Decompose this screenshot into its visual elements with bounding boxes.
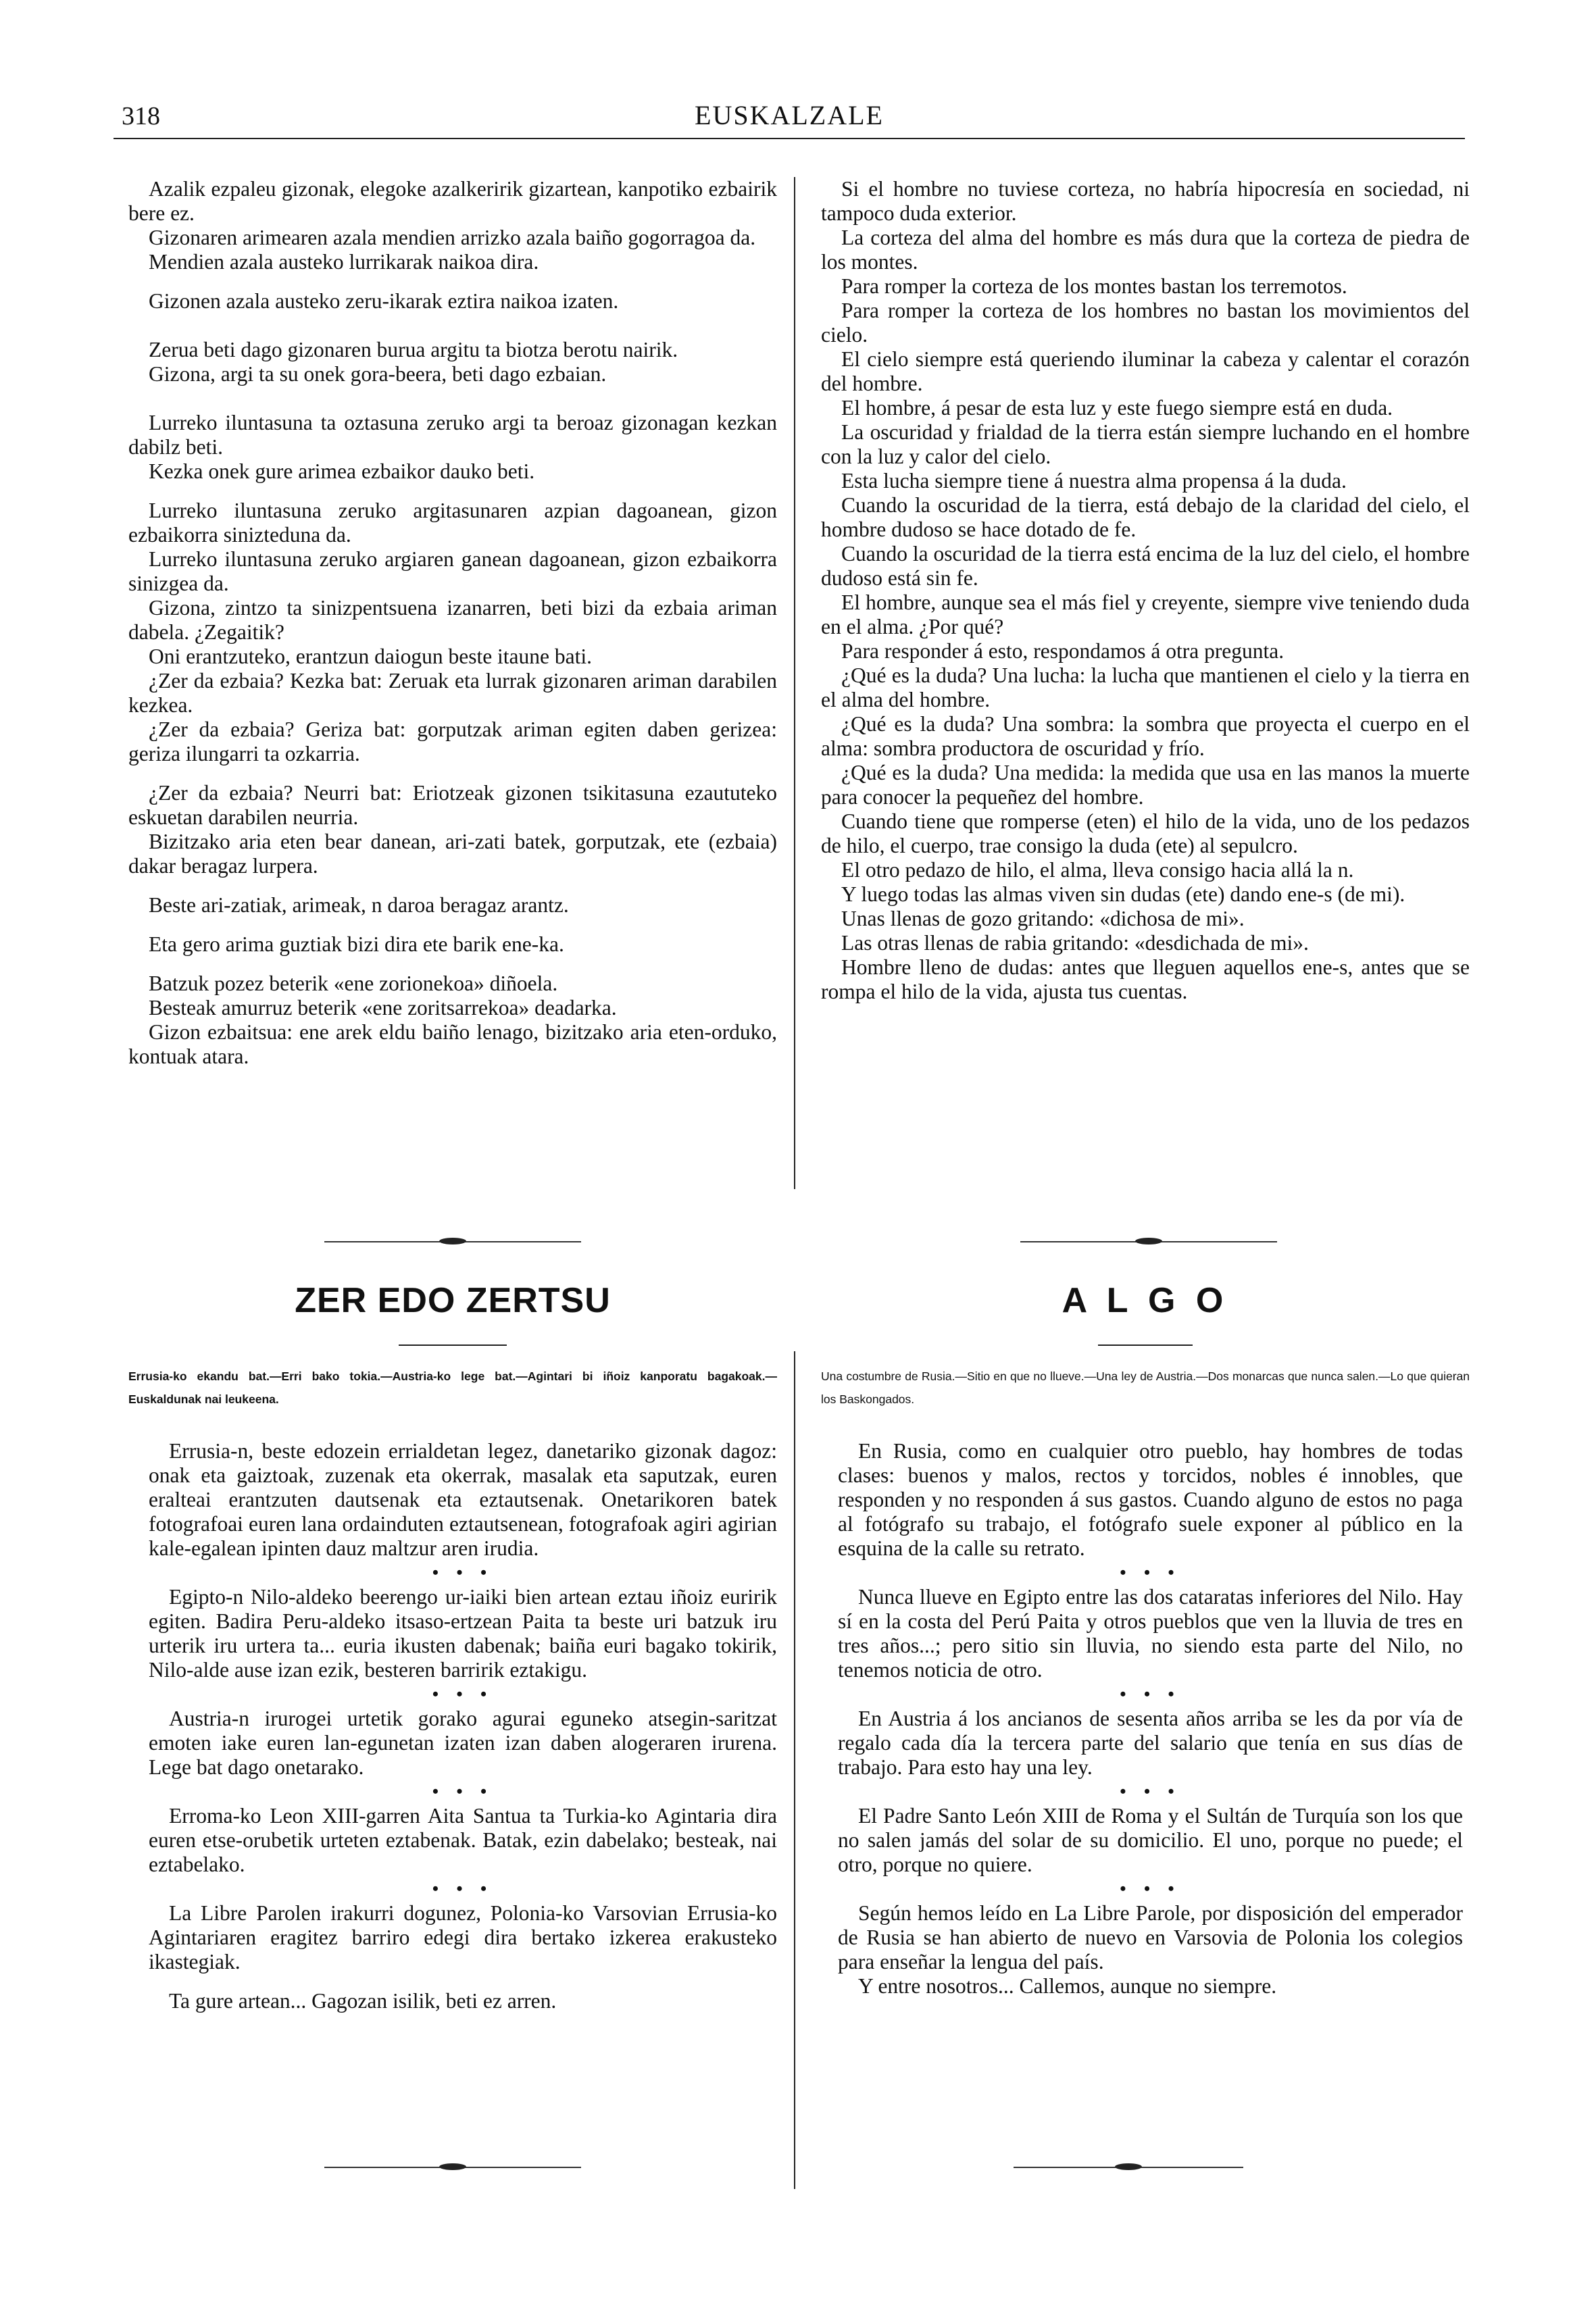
column-divider-top xyxy=(794,177,795,1189)
article-title-left: ZER EDO ZERTSU xyxy=(295,1281,611,1320)
paragraph: ¿Qué es la duda? Una sombra: la sombra que proyecta el cuerpo en el alma: sombra productora de oscuridad y frío. xyxy=(821,712,1470,760)
article-title-right: A L G O xyxy=(1062,1281,1229,1320)
paragraph: Según hemos leído en La Libre Parole, por disposición del emperador de Rusia se han abierto de nuevo en Varsovia de Polonia los colegios para enseñar la lengua del país. xyxy=(838,1901,1463,1973)
separator-dots: • • • xyxy=(432,1782,494,1801)
paragraph: La oscuridad y frialdad de la tierra están siempre luchando en el hombre con la luz y calor del cielo. xyxy=(821,420,1470,468)
article-summary-left: Errusia-ko ekandu bat.—Erri bako tokia.—Austria-ko lege bat.—Agintari bi iñoiz kanporatu bagakoak.—Euskaldunak nai leukeena. xyxy=(128,1369,777,1406)
paragraph: Azalik ezpaleu gizonak, elegoke azalkeririk gizartean, kanpotiko ezbairik bere ez. xyxy=(128,177,777,225)
paragraph: ¿Qué es la duda? Una medida: la medida que usa en las manos la muerte para conocer la pequeñez del hombre. xyxy=(821,761,1470,809)
paragraph: Eta gero arima guztiak bizi dira ete barik ene-ka. xyxy=(149,932,564,956)
article-summary-right: Una costumbre de Rusia.—Sitio en que no llueve.—Una ley de Austria.—Dos monarcas que nunca salen.—Lo que quieran los Baskongados. xyxy=(821,1369,1470,1406)
left-article-body xyxy=(149,1439,777,2013)
paragraph: Gizona, argi ta su onek gora-beera, beti dago ezbaian. xyxy=(149,362,607,386)
paragraph: Y luego todas las almas viven sin dudas (ete) dando ene-s (de mi). xyxy=(841,882,1405,906)
end-ornament xyxy=(439,2163,466,2170)
paragraph: Si el hombre no tuviese corteza, no habría hipocresía en sociedad, ni tampoco duda exterior. xyxy=(821,177,1470,225)
paragraph: El hombre, á pesar de esta luz y este fuego siempre está en duda. xyxy=(841,396,1393,420)
page-number: 318 xyxy=(122,102,160,130)
paragraph: Las otras llenas de rabia gritando: «desdichada de mi». xyxy=(841,931,1309,955)
paragraph: Lurreko iluntasuna zeruko argiaren ganean dagoanean, gizon ezbaikorra sinizgea da. xyxy=(128,547,777,595)
title-underline xyxy=(1098,1344,1193,1346)
title-underline xyxy=(399,1344,507,1346)
separator-dots: • • • xyxy=(432,1684,494,1704)
paragraph: En Rusia, como en cualquier otro pueblo, hay hombres de todas clases: buenos y malos, rectos y torcidos, nobles é innobles, que responden y no responden á sus gastos. Cuando alguno de estos no paga al fotógrafo su trabajo, el fotógrafo suele exponer al público en la esquina de la calle su retrato. xyxy=(838,1439,1463,1560)
paragraph: Para romper la corteza de los montes bastan los terremotos. xyxy=(841,274,1347,298)
separator-ornament xyxy=(439,1238,466,1244)
paragraph: El Padre Santo León XIII de Roma y el Sultán de Turquía son los que no salen jamás del solar de su domicilio. El uno, porque no puede; el otro, porque no quiere. xyxy=(838,1804,1463,1876)
separator-dots: • • • xyxy=(432,1879,494,1898)
separator-dots: • • • xyxy=(432,1563,494,1582)
paragraph: Errusia-n, beste edozein errialdetan legez, danetariko gizonak dagoz: onak eta gaiztoak, zuzenak eta okerrak, masalak eta saputzak, euren eralteai erantzuten dautsenak eta eztautsenak. Onetarikoren batek fotografoai euren lana ordainduten eztautsenean, fotografoak agiri agirian kale-egalean ipinten dauz maltzur aren irudia. xyxy=(149,1439,777,1560)
paragraph: El hombre, aunque sea el más fiel y creyente, siempre vive teniendo duda en el alma. ¿Por qué? xyxy=(821,590,1470,638)
top-left-column xyxy=(128,177,777,1069)
end-ornament xyxy=(1115,2163,1142,2170)
paragraph: Para romper la corteza de los hombres no bastan los movimientos del cielo. xyxy=(821,299,1470,347)
paragraph: ¿Qué es la duda? Una lucha: la lucha que mantienen el cielo y la tierra en el alma del hombre. xyxy=(821,663,1470,711)
paragraph: Unas llenas de gozo gritando: «dichosa de mi». xyxy=(841,907,1245,930)
paragraph: Besteak amurruz beterik «ene zoritsarrekoa» deadarka. xyxy=(149,996,617,1020)
paragraph: Lurreko iluntasuna zeruko argitasunaren azpian dagoanean, gizon ezbaikorra sinizteduna da. xyxy=(128,499,777,547)
paragraph: Bizitzako aria eten bear danean, ari-zati batek, gorputzak, ete (ezbaia) dakar beragaz lurpera. xyxy=(128,830,777,878)
paragraph: Y entre nosotros... Callemos, aunque no siempre. xyxy=(858,1974,1277,1998)
paragraph: Cuando tiene que romperse (eten) el hilo de la vida, uno de los pedazos de hilo, el cuerpo, trae consigo la duda (ete) al sepulcro. xyxy=(821,809,1470,857)
paragraph: Gizona, zintzo ta sinizpentsuena izanarren, beti bizi da ezbaia ariman dabela. ¿Zegaitik? xyxy=(128,596,777,644)
right-article-body xyxy=(838,1439,1463,1998)
paragraph: Para responder á esto, respondamos á otra pregunta. xyxy=(841,639,1285,663)
paragraph: ¿Zer da ezbaia? Geriza bat: gorputzak ariman egiten daben gerizea: geriza ilungarri ta ozkarria. xyxy=(128,718,777,765)
paragraph: Oni erantzuteko, erantzun daiogun beste itaune bati. xyxy=(149,645,593,668)
journal-title: EUSKALZALE xyxy=(695,100,884,130)
paragraph: Cuando la oscuridad de la tierra está encima de la luz del cielo, el hombre dudoso está sin fe. xyxy=(821,542,1470,590)
paragraph: Austria-n irurogei urtetik gorako agurai eguneko atsegin-saritzat emoten iake euren lan-egunetan izaten izan daben alogeraren irurena. Lege bat dago onetarako. xyxy=(149,1707,777,1779)
paragraph: ¿Zer da ezbaia? Kezka bat: Zeruak eta lurrak gizonaren ariman darabilen kezkea. xyxy=(128,669,777,717)
paragraph: Batzuk pozez beterik «ene zorionekoa» diñoela. xyxy=(149,972,558,995)
paragraph: El cielo siempre está queriendo iluminar la cabeza y calentar el corazón del hombre. xyxy=(821,347,1470,395)
paragraph: Erroma-ko Leon XIII-garren Aita Santua ta Turkia-ko Agintaria dira euren etse-orubetik urteten eztabenak. Batak, ezin dabelako; besteak, nai eztabelako. xyxy=(149,1804,777,1876)
paragraph: Esta lucha siempre tiene á nuestra alma propensa á la duda. xyxy=(841,469,1347,493)
paragraph: Beste ari-zatiak, arimeak, n daroa beragaz arantz. xyxy=(149,893,569,917)
paragraph: Cuando la oscuridad de la tierra, está debajo de la claridad del cielo, el hombre dudoso se hace dotado de fe. xyxy=(821,493,1470,541)
paragraph: Lurreko iluntasuna ta oztasuna zeruko argi ta beroaz gizonagan kezkan dabilz beti. xyxy=(128,411,777,459)
paragraph: Mendien azala austeko lurrikarak naikoa dira. xyxy=(149,250,539,274)
header-rule xyxy=(114,138,1465,139)
separator-dots: • • • xyxy=(1120,1879,1181,1898)
paragraph: Gizon ezbaitsua: ene arek eldu baiño lenago, bizitzako aria eten-orduko, kontuak atara. xyxy=(128,1020,777,1068)
top-right-column xyxy=(821,177,1470,1004)
separator-dots: • • • xyxy=(1120,1782,1181,1801)
paragraph: Nunca llueve en Egipto entre las dos cataratas inferiores del Nilo. Hay sí en la costa del Perú Paita y otros pueblos que ven la lluvia de tres en tres años...; pero sitio sin lluvia, no siendo esta parte del Nilo, no tenemos noticia de otro. xyxy=(838,1585,1463,1682)
paragraph: Ta gure artean... Gagozan isilik, beti ez arren. xyxy=(169,1989,557,2013)
separator-ornament xyxy=(1135,1238,1162,1244)
paragraph: La Libre Parolen irakurri dogunez, Polonia-ko Varsovian Errusia-ko Agintariaren eragitez barriro edegi dira bertako izkerea erakusteko ikastegiak. xyxy=(149,1901,777,1973)
separator-dots: • • • xyxy=(1120,1684,1181,1704)
paragraph: El otro pedazo de hilo, el alma, lleva consigo hacia allá la n. xyxy=(841,858,1354,882)
column-divider-bottom xyxy=(794,1351,795,2189)
paragraph: Gizonaren arimearen azala mendien arrizko azala baiño gogorragoa da. xyxy=(149,226,756,249)
paragraph: Hombre lleno de dudas: antes que lleguen aquellos ene-s, antes que se rompa el hilo de la vida, ajusta tus cuentas. xyxy=(821,955,1470,1003)
paragraph: Egipto-n Nilo-aldeko beerengo ur-iaiki bien artean eztau iñoiz euririk egiten. Badira Peru-aldeko itsaso-ertzean Paita ta beste uri batzuk iru urterik iru urtera ta... euria ikusten dabenak; baiña euri bagako tokirik, Nilo-alde ause izan ezik, besteren barririk eztakigu. xyxy=(149,1585,777,1682)
paragraph: Gizonen azala austeko zeru-ikarak eztira naikoa izaten. xyxy=(149,289,619,313)
paragraph: Kezka onek gure arimea ezbaikor dauko beti. xyxy=(149,459,535,483)
separator-dots: • • • xyxy=(1120,1563,1181,1582)
paragraph: La corteza del alma del hombre es más dura que la corteza de piedra de los montes. xyxy=(821,226,1470,274)
paragraph: Zerua beti dago gizonaren burua argitu ta biotza berotu nairik. xyxy=(149,338,678,361)
paragraph: ¿Zer da ezbaia? Neurri bat: Eriotzeak gizonen tsikitasuna ezaututeko eskuetan darabilen neurria. xyxy=(128,781,777,829)
page-header xyxy=(114,100,1465,139)
paragraph: En Austria á los ancianos de sesenta años arriba se les da por vía de regalo cada día la tercera parte del salario que tenía en sus días de trabajo. Para esto hay una ley. xyxy=(838,1707,1463,1779)
